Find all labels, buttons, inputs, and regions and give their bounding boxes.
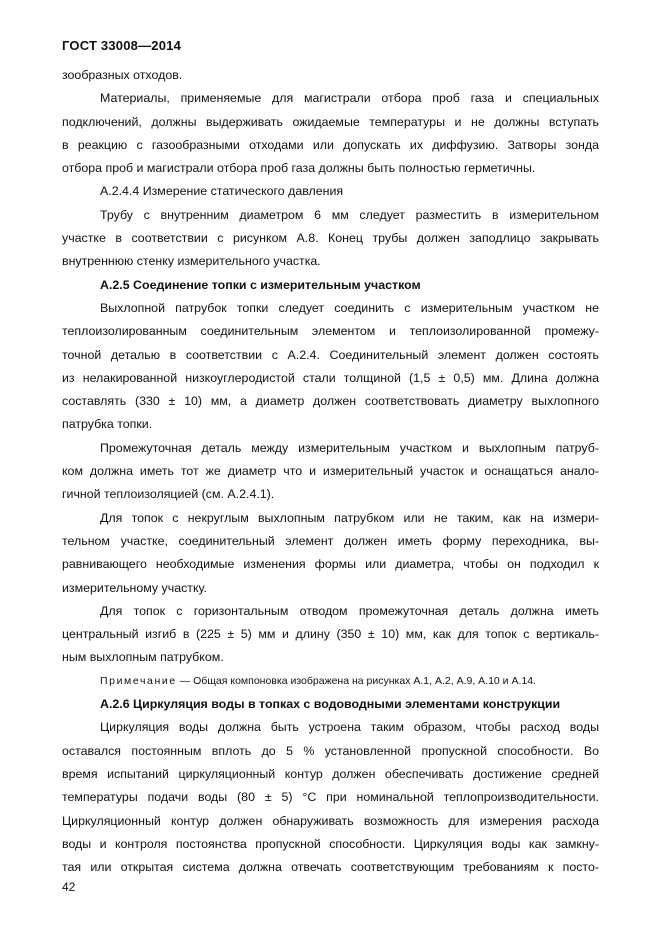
text-line: в реакцию с газообразными отходами или допускать их диффузию. Затворы зонда bbox=[62, 137, 599, 152]
text-line: патрубка топки. bbox=[62, 417, 153, 432]
text-line: тельном участке, соединительный элемент должен иметь форму переходника, вы- bbox=[62, 533, 599, 548]
text-line: подключений, должны выдерживать ожидаемые температуры и не должны вступать bbox=[62, 114, 599, 129]
note bbox=[62, 670, 599, 693]
document-header: ГОСТ 33008—2014 bbox=[62, 38, 181, 53]
document-body bbox=[62, 64, 599, 879]
text-line: Выхлопной патрубок топки следует соединить с измерительным участком не bbox=[100, 300, 599, 315]
note-label: Примечание bbox=[100, 674, 177, 687]
text-line: Промежуточная деталь между измерительным участком и выхлопным патруб- bbox=[100, 440, 599, 455]
text-line: оставался постоянным вплоть до 5 % установленной пропускной способности. Во bbox=[62, 743, 599, 758]
page-number: 42 bbox=[62, 880, 76, 894]
text-line: Циркуляционный контур должен обнаруживать возможность для измерения расхода bbox=[62, 813, 599, 828]
text-line: точной деталью в соответствии с А.2.4. Соединительный элемент должен состоять bbox=[62, 347, 599, 362]
text-line: Трубу с внутренним диаметром 6 мм следует разместить в измерительном bbox=[100, 207, 599, 222]
text-line: Для топок с горизонтальным отводом промежуточная деталь должна иметь bbox=[100, 603, 599, 618]
text-line: Для топок с некруглым выхлопным патрубком или не таким, как на измери- bbox=[100, 510, 599, 525]
text-line: температуры подачи воды (80 ± 5) °С при номинальной теплопроизводительности. bbox=[62, 790, 599, 805]
text-line: ком должна иметь тот же диаметр что и измерительный участок и оснащаться анало- bbox=[62, 464, 599, 479]
note-text: — Общая компоновка изображена на рисунках А.1, А.2, А.9, А.10 и А.14. bbox=[176, 674, 536, 687]
text-line: составлять (330 ± 10) мм, а диаметр должен соответствовать диаметру выхлопного bbox=[62, 394, 599, 409]
text-line: воды и контроля постоянства пропускной способности. Циркуляция воды как замкну- bbox=[62, 836, 599, 851]
text-line: из нелакированной низкоуглеродистой стали толщиной (1,5 ± 0,5) мм. Длина должна bbox=[62, 370, 599, 385]
section-heading: А.2.6 Циркуляция воды в топках с водоводными элементами конструкции bbox=[100, 697, 561, 712]
text-line: ным выхлопным патрубком. bbox=[62, 650, 224, 665]
text-line: гичной теплоизоляцией (см. А.2.4.1). bbox=[62, 487, 275, 502]
text-line: время испытаний циркуляционный контур должен обеспечивать достижение средней bbox=[62, 766, 599, 781]
text-line: теплоизолированным соединительным элементом и теплоизолированной промежу- bbox=[62, 324, 599, 339]
text-line: участке в соответствии с рисунком А.8. Конец трубы должен заподлицо закрывать bbox=[62, 231, 599, 246]
subsection-heading: А.2.4.4 Измерение статического давления bbox=[100, 184, 344, 199]
text-line: тая или открытая система должна отвечать соответствующим требованиям к посто- bbox=[62, 860, 599, 875]
text-line: зообразных отходов. bbox=[62, 68, 183, 82]
text-line: Материалы, применяемые для магистрали отбора проб газа и специальных bbox=[100, 91, 599, 106]
text-line: измерительному участку. bbox=[62, 580, 207, 595]
text-line: центральный изгиб в (225 ± 5) мм и длину (350 ± 10) мм, как для топок с вертикаль- bbox=[62, 627, 599, 642]
text-line: Циркуляция воды должна быть устроена таким образом, чтобы расход воды bbox=[100, 720, 599, 735]
text-line: равнивающего необходимые изменения формы или диаметра, чтобы он подходил к bbox=[62, 557, 599, 572]
text-line: внутреннюю стенку измерительного участка. bbox=[62, 254, 321, 269]
text-line: отбора проб и магистрали отбора проб газа должны быть полностью герметичны. bbox=[62, 161, 536, 176]
section-heading: А.2.5 Соединение топки с измерительным участком bbox=[100, 277, 421, 292]
